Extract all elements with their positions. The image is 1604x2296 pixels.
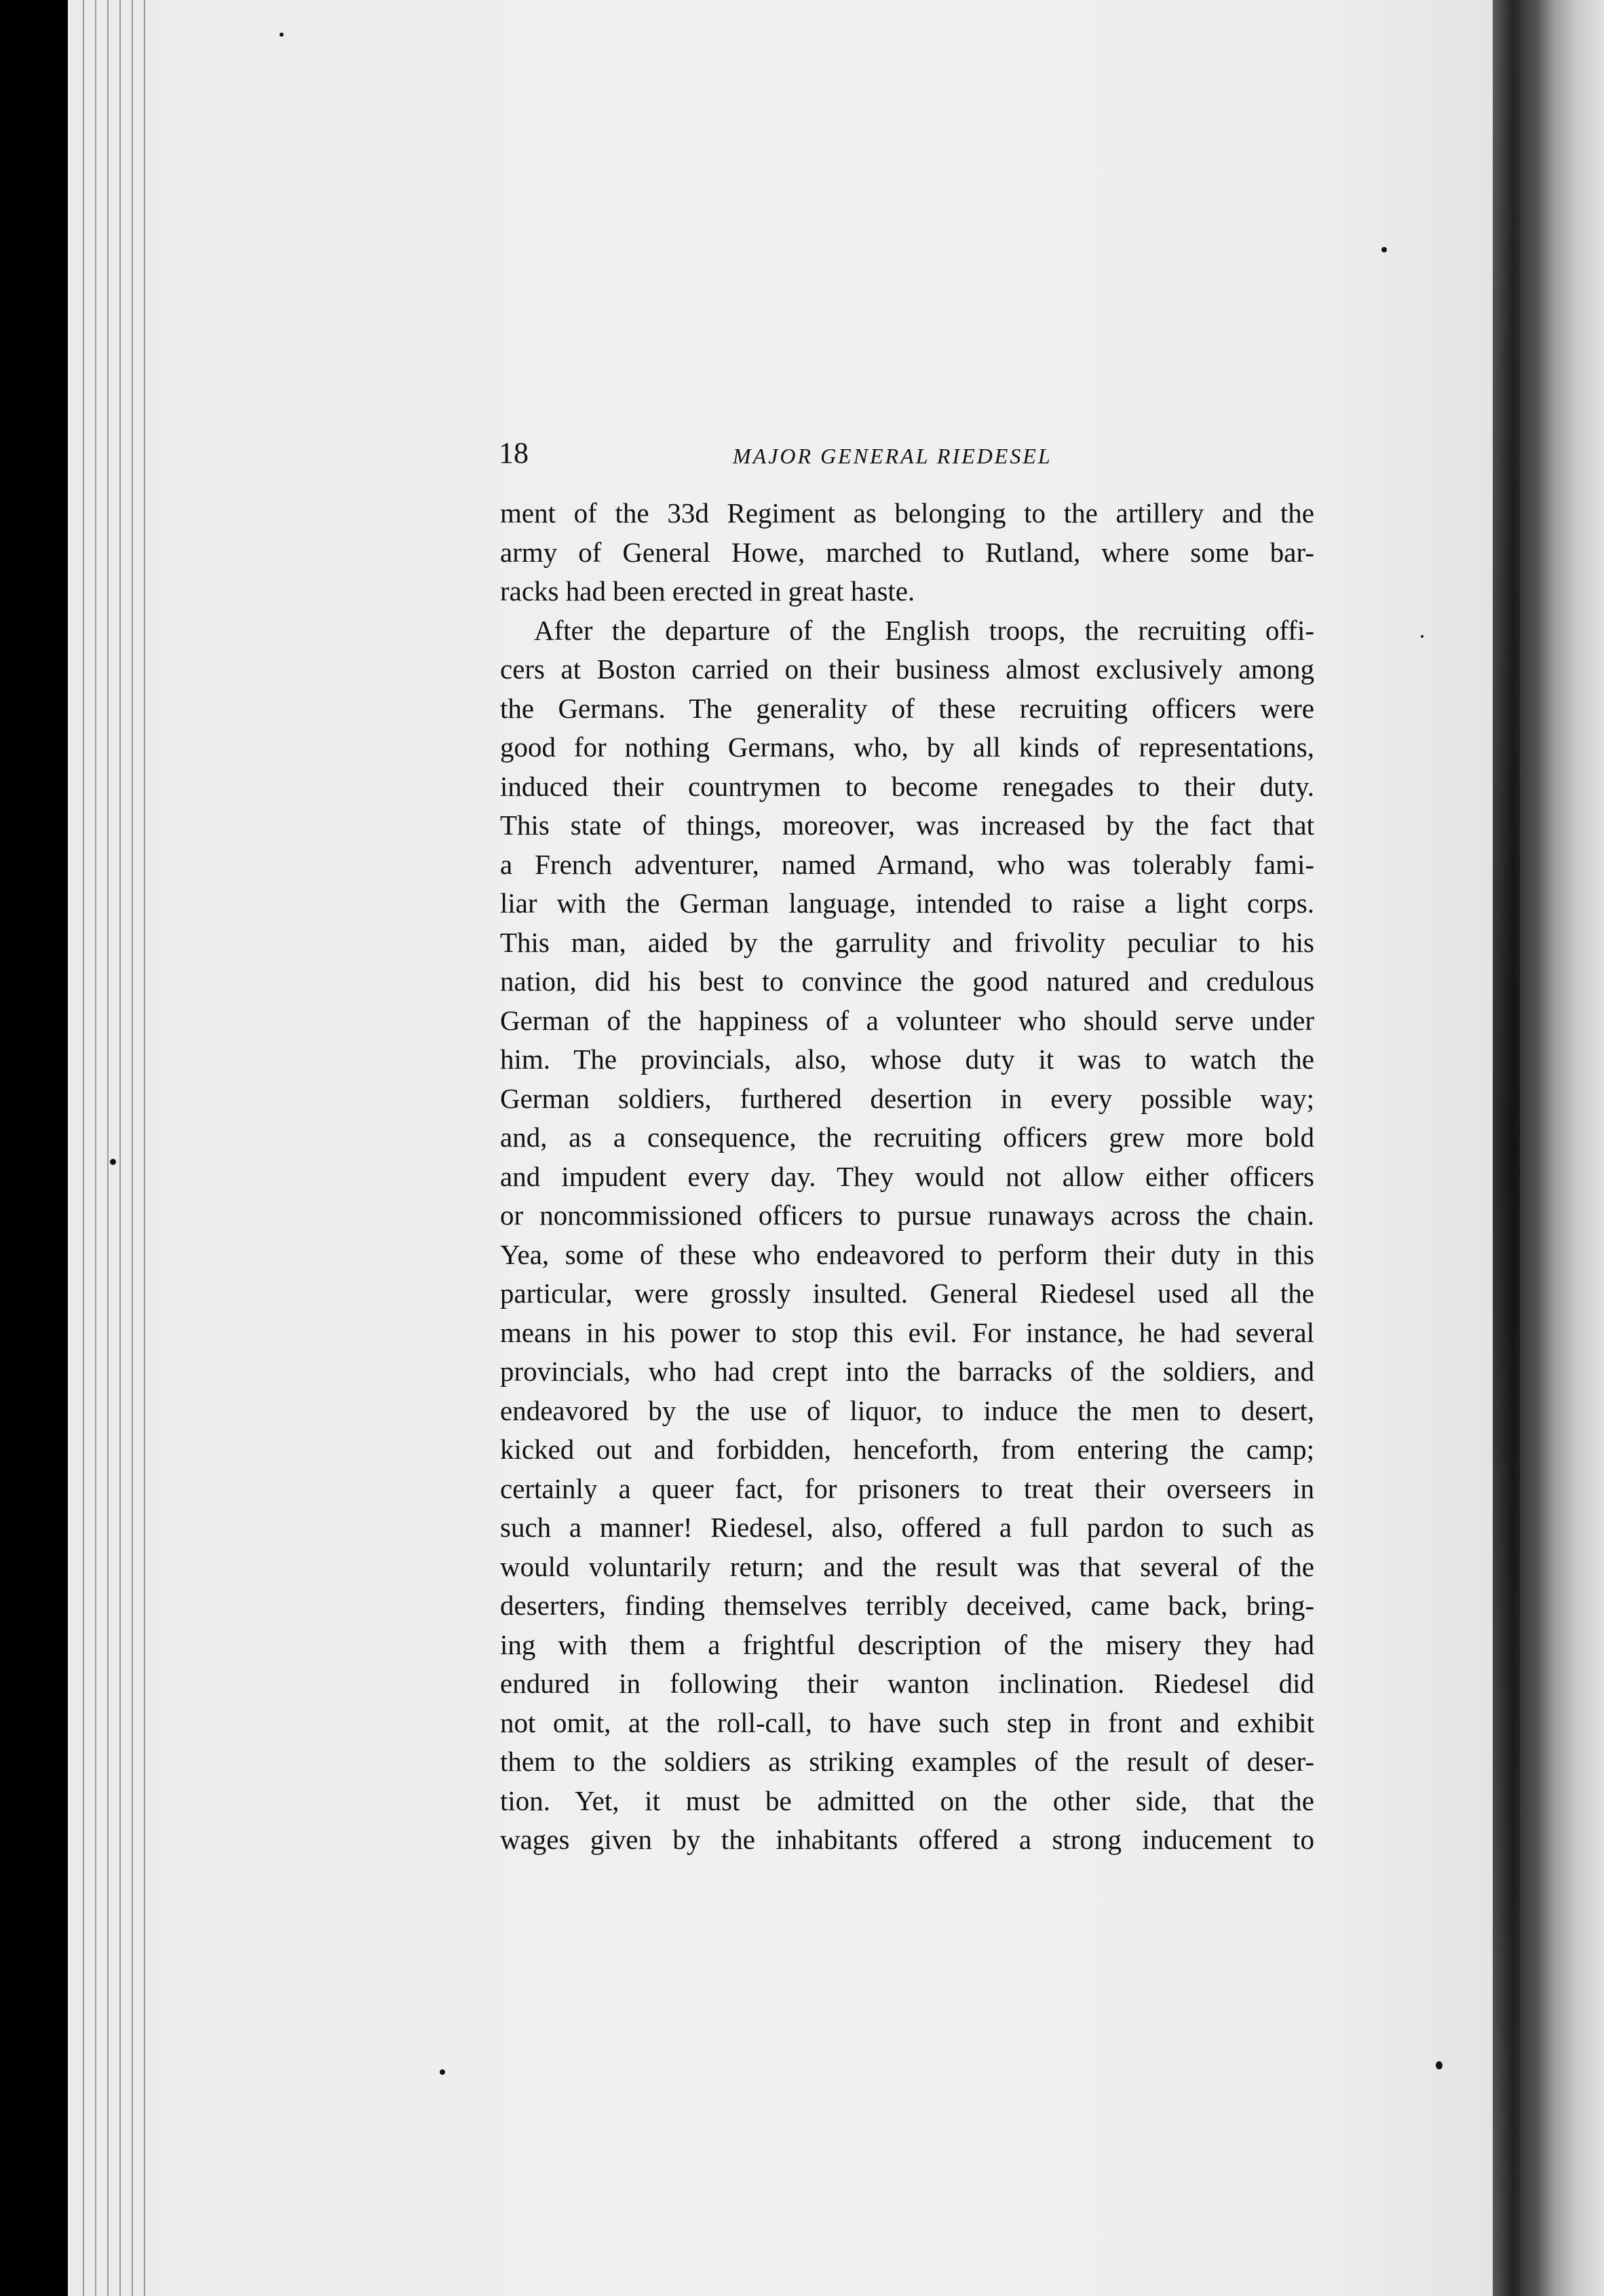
- text-line: wages given by the inhabitants offered a strong inducement to: [500, 1824, 1314, 1855]
- text-line: After the departure of the English troops, the recruiting offi-: [534, 614, 1314, 646]
- text-line: liar with the German language, intended to raise a light corps.: [500, 887, 1314, 919]
- text-line: German soldiers, furthered desertion in every possible way;: [500, 1082, 1314, 1114]
- page-edge: [68, 0, 84, 2296]
- scan-speck: [1421, 635, 1424, 638]
- text-line: endured in following their wanton inclination. Riedesel did: [500, 1668, 1314, 1699]
- text-line: This state of things, moreover, was increased by the fact that: [500, 809, 1314, 841]
- text-line: certainly a queer fact, for prisoners to treat their overseers in: [500, 1472, 1314, 1504]
- text-line: This man, aided by the garrulity and frivolity peculiar to his: [500, 926, 1314, 958]
- page-number: 18: [499, 436, 529, 470]
- scan-speck: [280, 33, 284, 37]
- text-line: German of the happiness of a volunteer who should serve under: [500, 1004, 1314, 1036]
- text-line: Yea, some of these who endeavored to perform their duty in this: [500, 1238, 1314, 1270]
- text-line: army of General Howe, marched to Rutland, where some bar-: [500, 536, 1314, 568]
- gutter-shadow: [1493, 0, 1520, 2296]
- text-line: him. The provincials, also, whose duty it was to watch the: [500, 1044, 1314, 1075]
- text-line: means in his power to stop this evil. For instance, he had several: [500, 1316, 1314, 1348]
- scan-speck: [110, 1159, 116, 1165]
- text-line: tion. Yet, it must be admitted on the other side, that the: [500, 1784, 1314, 1816]
- body-text: [500, 494, 1314, 1860]
- text-line: or noncommissioned officers to pursue runaways across the chain.: [500, 1200, 1314, 1231]
- scan-speck: [440, 2069, 445, 2075]
- text-line: nation, did his best to convince the good natured and credulous: [500, 965, 1314, 997]
- text-line: racks had been erected in great haste.: [500, 575, 915, 607]
- running-title: MAJOR GENERAL RIEDESEL: [733, 444, 1052, 468]
- scan-speck: [1436, 2061, 1443, 2069]
- text-line: ment of the 33d Regiment as belonging to the artillery and the: [500, 497, 1314, 529]
- text-line: deserters, finding themselves terribly deceived, came back, bring-: [500, 1590, 1314, 1621]
- scan-speck: [1381, 247, 1387, 252]
- text-line: induced their countrymen to become renegades to their duty.: [500, 770, 1314, 802]
- text-line: good for nothing Germans, who, by all kinds of representations,: [500, 731, 1314, 763]
- text-line: cers at Boston carried on their business almost exclusively among: [500, 653, 1314, 685]
- text-line: ing with them a frightful description of the misery they had: [500, 1628, 1314, 1660]
- text-line: and impudent every day. They would not allow either officers: [500, 1160, 1314, 1192]
- running-head: [499, 433, 1313, 474]
- text-line: the Germans. The generality of these recruiting officers were: [500, 692, 1314, 724]
- text-line: not omit, at the roll-call, to have such step in front and exhibit: [500, 1706, 1314, 1738]
- text-line: endeavored by the use of liquor, to induce the men to desert,: [500, 1394, 1314, 1426]
- text-line: and, as a consequence, the recruiting officers grew more bold: [500, 1122, 1314, 1153]
- text-line: would voluntarily return; and the result was that several of the: [500, 1550, 1314, 1582]
- text-line: them to the soldiers as striking examples of the result of deser-: [500, 1746, 1314, 1777]
- text-line: kicked out and forbidden, henceforth, from entering the camp;: [500, 1434, 1314, 1465]
- text-line: particular, were grossly insulted. General Riedesel used all the: [500, 1278, 1314, 1309]
- text-line: a French adventurer, named Armand, who was tolerably fami-: [500, 848, 1314, 880]
- text-line: such a manner! Riedesel, also, offered a full pardon to such as: [500, 1512, 1314, 1543]
- text-line: provincials, who had crept into the barracks of the soldiers, and: [500, 1356, 1314, 1387]
